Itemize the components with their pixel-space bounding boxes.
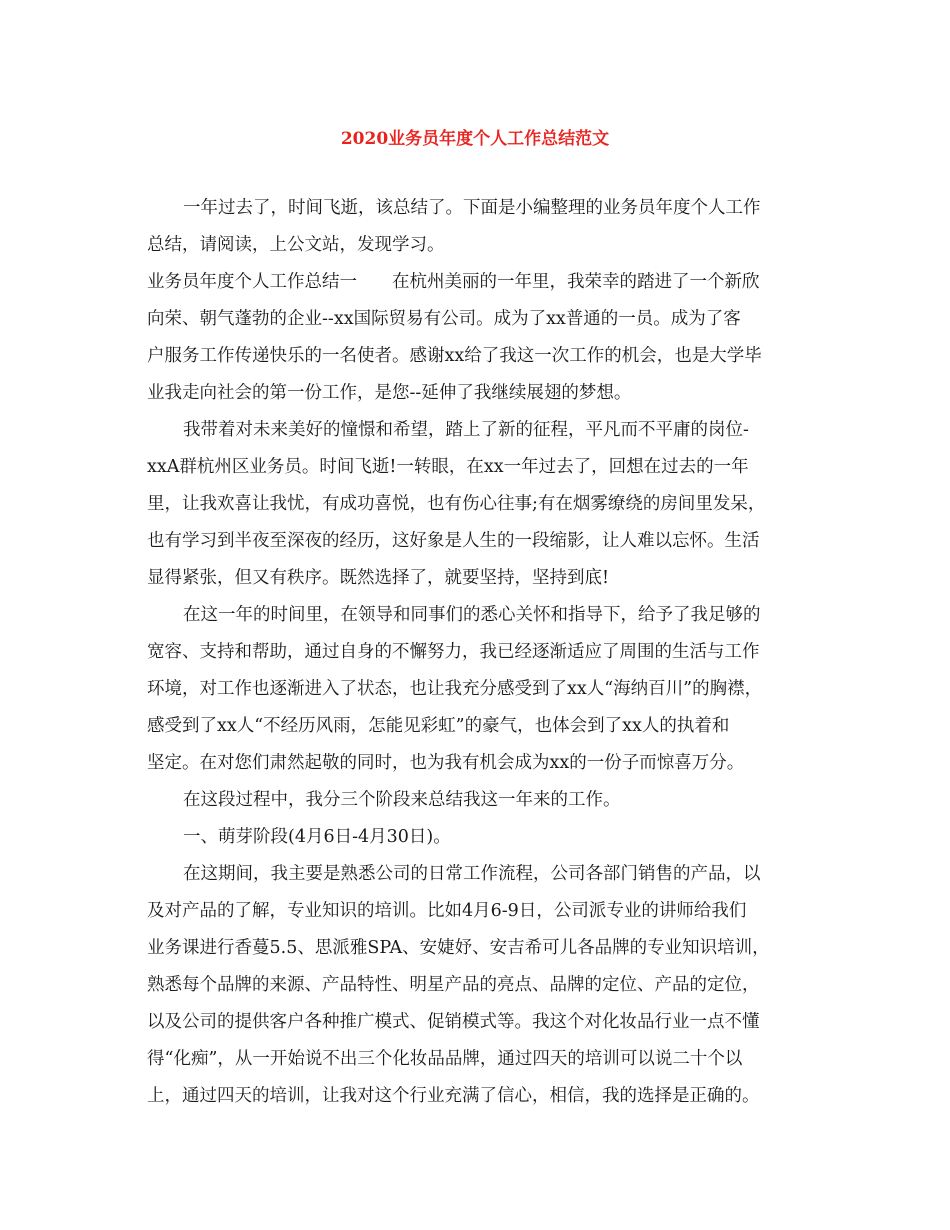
text-line: 我带着对未来美好的憧憬和希望，踏上了新的征程，平凡而不平庸的岗位- <box>183 420 749 440</box>
text-line: 及对产品的了解，专业知识的培训。比如4月6-9日，公司派专业的讲师给我们 <box>147 901 747 921</box>
text-line: 感受到了xx人“不经历风雨，怎能见彩虹”的豪气，也体会到了xx人的执着和 <box>147 716 730 736</box>
text-line: 在这期间，我主要是熟悉公司的日常工作流程，公司各部门销售的产品，以 <box>183 864 761 884</box>
text-line: 宽容、支持和帮助，通过自身的不懈努力，我已经逐渐适应了周围的生活与工作 <box>147 642 760 662</box>
text-line: 业我走向社会的第一份工作，是您--延伸了我继续展翅的梦想。 <box>147 383 632 403</box>
text-line: 在这一年的时间里，在领导和同事们的悉心关怀和指导下，给予了我足够的 <box>183 605 761 625</box>
text-line: 以及公司的提供客户各种推广模式、促销模式等。我这个对化妆品行业一点不懂 <box>147 1012 760 1032</box>
text-line: 向荣、朝气蓬勃的企业--xx国际贸易有公司。成为了xx普通的一员。成为了客 <box>147 309 741 329</box>
document-title: 2020业务员年度个人工作总结范文 <box>340 129 610 149</box>
text-line: 总结，请阅读，上公文站，发现学习。 <box>147 235 445 255</box>
text-line: 在这段过程中，我分三个阶段来总结我这一年来的工作。 <box>183 790 621 810</box>
text-line: 里，让我欢喜让我忧，有成功喜悦，也有伤心往事;有在烟雾缭绕的房间里发呆， <box>147 494 766 514</box>
text-line: 显得紧张，但又有秩序。既然选择了，就要坚持，坚持到底! <box>147 568 610 588</box>
text-line: 坚定。在对您们肃然起敬的同时，也为我有机会成为xx的一份子而惊喜万分。 <box>147 753 745 773</box>
text-line: 户服务工作传递快乐的一名使者。感谢xx给了我这一次工作的机会，也是大学毕 <box>147 346 762 366</box>
text-line: xxA群杭州区业务员。时间飞逝!一转眼，在xx一年过去了，回想在过去的一年 <box>147 457 749 477</box>
text-line: 也有学习到半夜至深夜的经历，这好象是人生的一段缩影，让人难以忘怀。生活 <box>147 531 760 551</box>
text-line: 熟悉每个品牌的来源、产品特性、明星产品的亮点、品牌的定位、产品的定位， <box>147 975 760 995</box>
text-line: 上，通过四天的培训，让我对这个行业充满了信心，相信，我的选择是正确的。 <box>147 1086 760 1106</box>
text-line: 业务课进行香蔓5.5、思派雅SPA、安婕妤、安吉希可儿各品牌的专业知识培训， <box>147 938 770 958</box>
text-line: 业务员年度个人工作总结一 在杭州美丽的一年里，我荣幸的踏进了一个新欣 <box>147 272 760 292</box>
text-line: 一年过去了，时间飞逝，该总结了。下面是小编整理的业务员年度个人工作 <box>183 198 761 218</box>
text-line: 一、萌芽阶段(4月6日-4月30日)。 <box>183 827 451 847</box>
text-line: 得“化痴”，从一开始说不出三个化妆品品牌，通过四天的培训可以说二十个以 <box>147 1049 743 1069</box>
text-line: 环境，对工作也逐渐进入了状态，也让我充分感受到了xx人“海纳百川”的胸襟， <box>147 679 763 699</box>
